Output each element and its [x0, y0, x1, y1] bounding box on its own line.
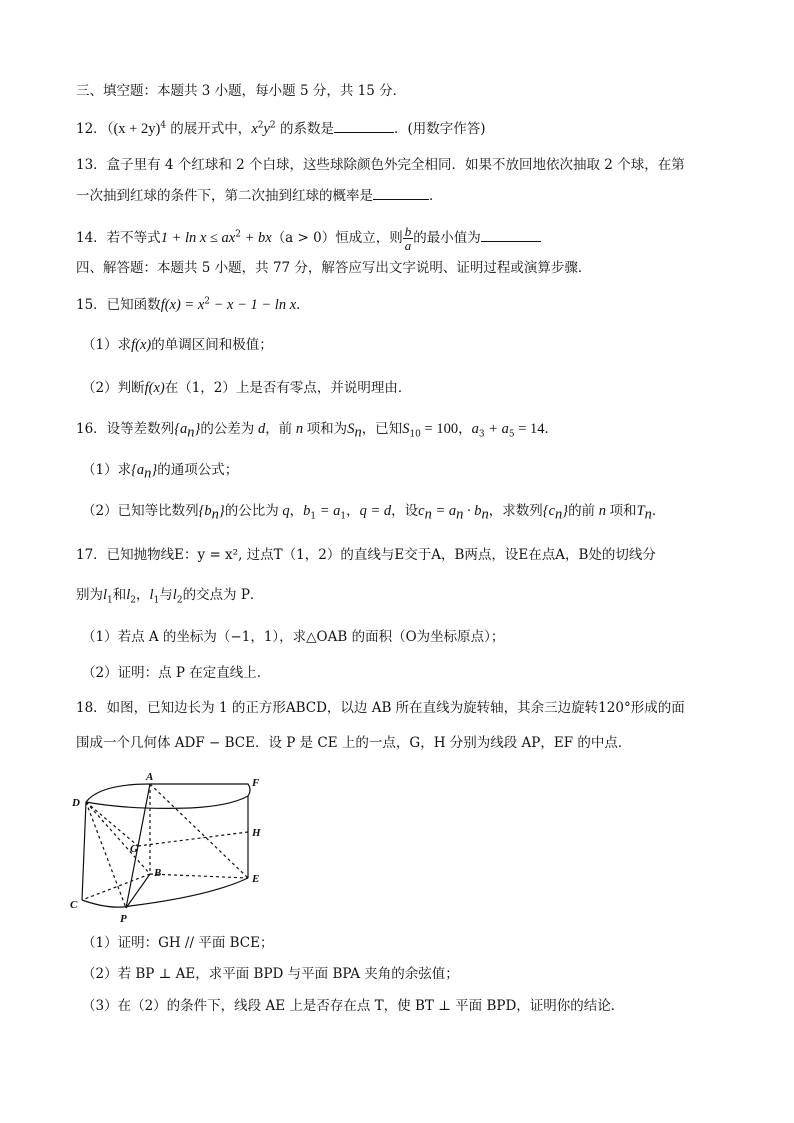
label-B: B	[154, 867, 162, 879]
question-18-part3: （3）在（2）的条件下，线段 AE 上是否存在点 T，使 BT ⊥ 平面 BPD，证明你的结论．	[82, 998, 625, 1014]
question-13-line1: 13．盒子里有 4 个红球和 2 个白球，这些球除颜色外完全相同．如果不放回地依次抽取 2 个球，在第	[76, 157, 685, 173]
edge-DC	[82, 802, 86, 900]
edge-DG	[86, 802, 138, 846]
label-G: G	[130, 843, 138, 855]
question-17-line1: 17．已知抛物线E：y = x², 过点T（1，2）的直线与E交于A，B两点，设E在点A，B处的切线分	[76, 547, 656, 563]
question-14: 14．若不等式$1 + \ln x \le ax^2 + bx(a > 0)$恒成立，则 $\frac{b}{a}$ 的最小值为	[0, 222, 794, 254]
question-15-stem: 15．已知函数$f(x) = x^2 - x - 1 - \ln x$．	[76, 296, 310, 313]
question-17-part1: （1）若点 A 的坐标为（−1，1），求△OAB 的面积（O为坐标原点）；	[82, 629, 505, 645]
question-16-stem: 16．设等差数列$\{a_n\}$的公差为 d，前 n 项和为$S_n$，已知$S_{10} = 100$，$a_3 + a_5 = 14$．	[76, 421, 559, 441]
question-12: 12．（$(x + 2y)^4$ 的展开式中，$x^2y^2$ 的系数是 ．(用数字作答)	[0, 118, 794, 139]
top-arc	[86, 796, 248, 808]
bottom-arc	[82, 878, 248, 907]
solid-diagram	[70, 770, 280, 925]
question-17-part2: （2）证明：点 P 在定直线上．	[82, 665, 271, 681]
question-18-line1: 18．如图，已知边长为 1 的正方形ABCD，以边 AB 所在直线为旋转轴，其余三边旋转120°形成的面	[76, 700, 685, 716]
segment-GH	[138, 832, 248, 846]
section-3-heading: 三、填空题：本题共 3 小题，每小题 5 分，共 15 分．	[76, 83, 407, 99]
label-D: D	[72, 797, 80, 809]
edge-DP	[86, 802, 126, 908]
top-edge	[86, 784, 250, 802]
question-17-line2: 别为$l_1$和$l_2$，$l_1$与$l_2$的交点为 P．	[76, 587, 264, 606]
label-P: P	[120, 913, 127, 925]
question-15-part2: （2）判断f(x)在（1，2）上是否有零点，并说明理由．	[82, 380, 412, 396]
answer-blank-12	[334, 118, 394, 133]
section-4-heading: 四、解答题：本题共 5 小题，共 77 分，解答应写出文字说明、证明过程或演算步骤．	[76, 260, 592, 276]
answer-blank-13	[373, 185, 429, 200]
answer-blank-14	[481, 227, 541, 242]
label-E: E	[252, 873, 260, 885]
label-F: F	[252, 777, 260, 789]
edge-DB	[86, 802, 150, 874]
label-H: H	[252, 827, 261, 839]
question-18-part1: （1）证明：GH // 平面 BCE；	[82, 935, 274, 951]
question-16-part1: （1）求$\{a_n\}$的通项公式；	[82, 462, 239, 482]
question-15-part1: （1）求f(x)的单调区间和极值；	[82, 337, 273, 353]
question-13-line2: 一次抽到红球的条件下，第二次抽到红球的概率是 ．	[0, 185, 794, 206]
question-18-line2: 围成一个几何体 ADF − BCE．设 P 是 CE 上的一点，G，H 分别为线段 AP，EF 的中点．	[76, 735, 632, 751]
label-A: A	[146, 771, 154, 783]
edge-BC	[82, 874, 150, 900]
edge-BE	[150, 874, 248, 878]
question-16-part2: （2）已知等比数列$\{b_n\}$的公比为 q，$b_1 = a_1$，q = d，设$c_n = a_n \cdot b_n$，求数列$\{c_n\}$的前 n 项和$T_n$．	[82, 503, 666, 523]
question-18-part2: （2）若 BP ⊥ AE，求平面 BPD 与平面 BPA 夹角的余弦值；	[82, 966, 459, 982]
geometry-figure	[70, 770, 280, 929]
label-C: C	[70, 899, 78, 911]
fraction-b-over-a: $\frac{b}{a}$	[404, 224, 412, 253]
edge-AE	[150, 784, 248, 878]
